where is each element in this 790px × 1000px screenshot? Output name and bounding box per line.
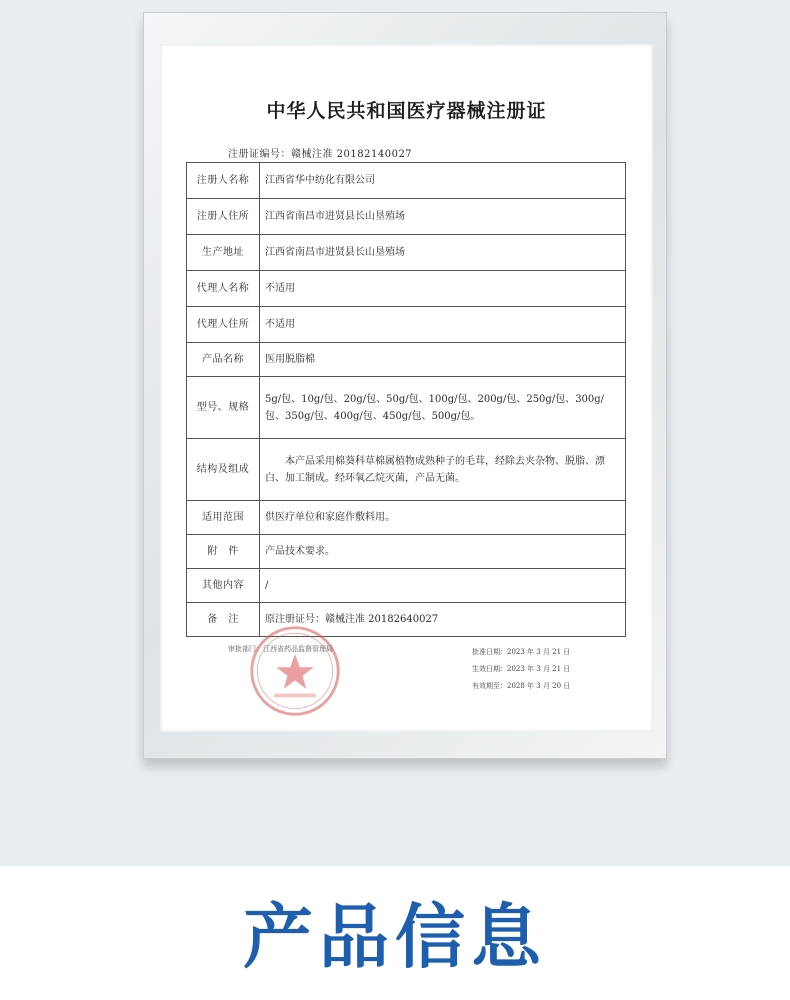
table-row <box>187 307 626 343</box>
row-value: 医用脱脂棉 <box>260 343 626 377</box>
row-label: 型号、规格 <box>187 377 260 439</box>
row-value: 不适用 <box>260 271 626 307</box>
row-label: 附 件 <box>187 535 260 569</box>
table-row <box>187 343 626 377</box>
table-row <box>187 235 626 271</box>
table-row <box>187 569 626 603</box>
row-label: 其他内容 <box>187 569 260 603</box>
table-row <box>187 199 626 235</box>
row-label: 注册人名称 <box>187 163 260 199</box>
row-value: 原注册证号：赣械注准 20182640027 <box>260 603 626 637</box>
certificate-title: 中华人民共和国医疗器械注册证 <box>266 100 547 122</box>
row-value: 供医疗单位和家庭作敷料用。 <box>260 501 626 535</box>
row-label: 备 注 <box>187 603 260 637</box>
certificate-paper <box>160 44 653 732</box>
official-seal-stamp <box>248 624 342 718</box>
row-label: 注册人住所 <box>187 199 260 235</box>
row-label: 生产地址 <box>187 235 260 271</box>
row-value: 5g/包、10g/包、20g/包、50g/包、100g/包、200g/包、250g/包、300g/包、350g/包、400g/包、450g/包、500g/包。 <box>260 377 626 439</box>
issuer-line: 审批部门：江西省药品监督管理局 <box>228 645 333 653</box>
table-row <box>187 439 626 501</box>
row-value: 江西省南昌市进贤县长山垦殖场 <box>260 199 626 235</box>
registration-table <box>186 162 626 637</box>
row-label: 代理人住所 <box>187 307 260 343</box>
row-label: 代理人名称 <box>187 271 260 307</box>
row-label: 适用范围 <box>187 501 260 535</box>
registration-number: 注册证编号：赣械注准 20182140027 <box>228 149 413 160</box>
expiry-date: 有效期至：2028 年 3 月 20 日 <box>472 682 571 690</box>
row-value: 江西省华中纺化有限公司 <box>260 163 626 199</box>
approval-date: 批准日期：2023 年 3 月 21 日 <box>472 648 571 656</box>
table-row <box>187 377 626 439</box>
row-value: / <box>260 569 626 603</box>
row-value: 江西省南昌市进贤县长山垦殖场 <box>260 235 626 271</box>
dates-block <box>472 644 570 695</box>
row-label: 结构及组成 <box>187 439 260 501</box>
row-value: 产品技术要求。 <box>260 535 626 569</box>
table-row <box>187 535 626 569</box>
table-row <box>187 271 626 307</box>
effective-date: 生效日期：2023 年 3 月 21 日 <box>472 665 571 673</box>
section-title: 产品信息 <box>243 896 547 978</box>
row-label: 产品名称 <box>187 343 260 377</box>
table-row <box>187 163 626 199</box>
row-value: 不适用 <box>260 307 626 343</box>
row-value: 本产品采用棉葵科草棉属植物成熟种子的毛茸，经除去夹杂物、脱脂、漂白、加工制成。经环氧乙烷灭菌，产品无菌。 <box>260 439 626 501</box>
table-row <box>187 501 626 535</box>
